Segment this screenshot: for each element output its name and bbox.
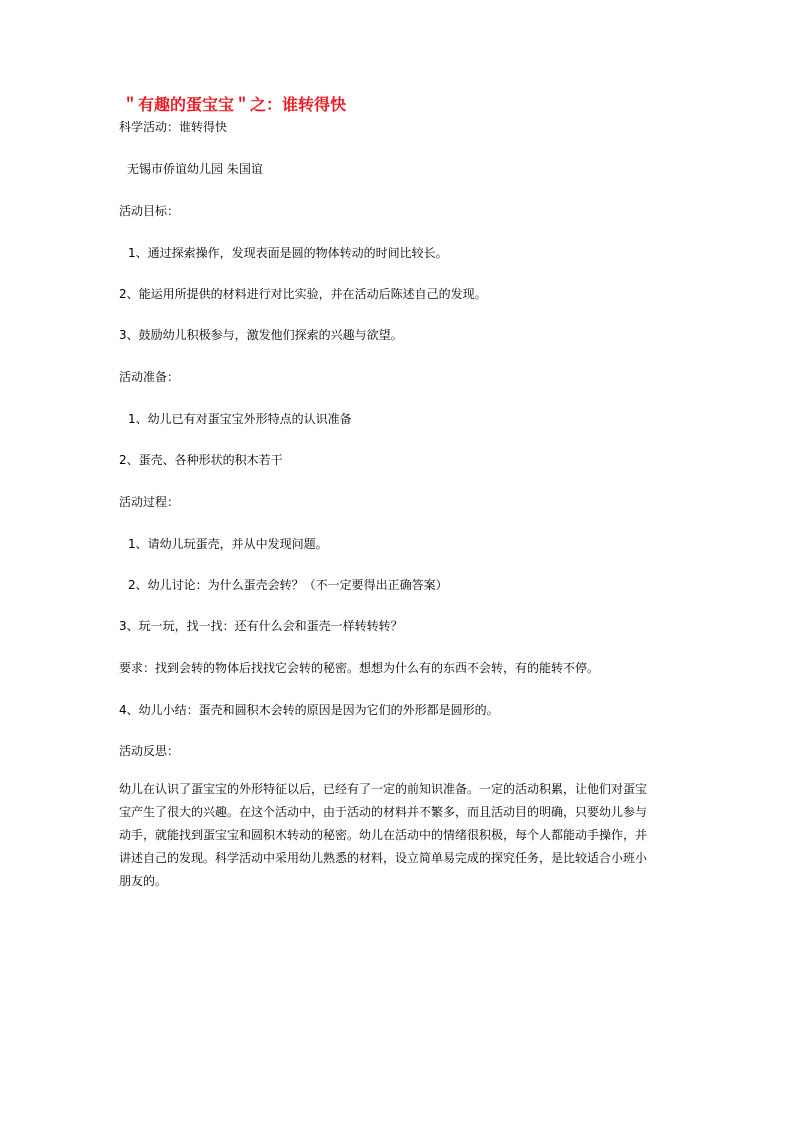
prep-item: 2、蛋壳、各种形状的积木若干 (119, 453, 283, 467)
reflection-paragraph: 幼儿在认识了蛋宝宝的外形特征以后，已经有了一定的前知识准备。一定的活动积累，让他们对蛋宝宝产生了很大的兴趣。在这个活动中，由于活动的材料并不繁多，而且活动目的明确，只要幼儿参与动手，就能找到蛋宝宝和圆积木转动的秘密。幼儿在活动中的情绪很积极，每个人都能动手操作，并讲述自己的发现。科学活动中采用幼儿熟悉的材料，设立简单易完成的探究任务，是比较适合小班小朋友的。 (119, 782, 648, 888)
process-item: 3、玩一玩，找一找：还有什么会和蛋壳一样转转转？ (119, 619, 403, 633)
goal-item: 2、能运用所提供的材料进行对比实验，并在活动后陈述自己的发现。 (119, 287, 487, 301)
reflection-heading: 活动反思： (119, 744, 180, 758)
process-item: 1、请幼儿玩蛋壳，并从中发现问题。 (128, 537, 328, 551)
goals-heading: 活动目标： (119, 204, 180, 218)
process-heading: 活动过程： (119, 495, 180, 509)
process-item: 4、幼儿小结：蛋壳和圆积木会转的原因是因为它们的外形都是圆形的。 (119, 703, 499, 717)
prep-item: 1、幼儿已有对蛋宝宝外形特点的认识准备 (128, 412, 352, 426)
process-item: 2、幼儿讨论：为什么蛋壳会转？（不一定要得出正确答案） (128, 578, 448, 592)
goal-item: 3、鼓励幼儿积极参与，激发他们探索的兴趣与欲望。 (119, 328, 403, 342)
author-line: 无锡市侨谊幼儿园 朱国谊 (127, 162, 263, 176)
prep-heading: 活动准备： (119, 370, 180, 384)
goal-item: 1、通过探索操作，发现表面是圆的物体转动的时间比较长。 (128, 246, 448, 260)
process-requirement: 要求：找到会转的物体后找找它会转的秘密。想想为什么有的东西不会转，有的能转不停。 (119, 661, 600, 675)
subtitle: 科学活动：谁转得快 (119, 120, 228, 134)
document-title: ＂有趣的蛋宝宝＂之：谁转得快 (122, 95, 347, 114)
